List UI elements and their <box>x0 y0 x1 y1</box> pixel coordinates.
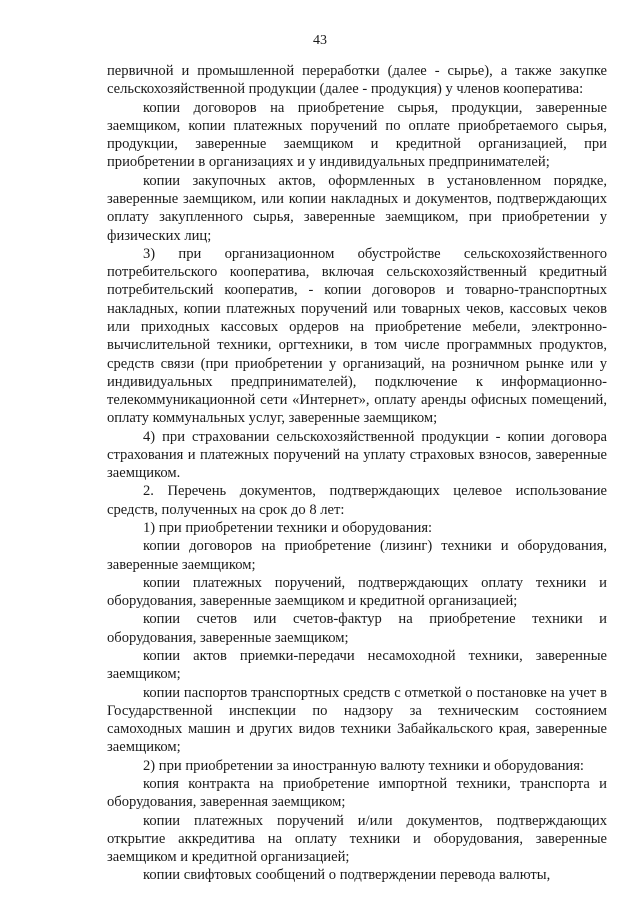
paragraph-import-contract: копия контракта на приобретение импортной техники, транспорта и оборудования, заверенная заемщиком; <box>107 775 607 811</box>
paragraph-item-2-foreign-currency: 2) при приобретении за иностранную валюту техники и оборудования: <box>143 757 584 774</box>
document-body <box>107 62 607 885</box>
paragraph-leasing-contracts: копии договоров на приобретение (лизинг) техники и оборудования, заверенные заемщиком; <box>107 538 607 573</box>
paragraph-vehicle-passports: копии паспортов транспортных средств с отметкой о постановке на учет в Государственной инспекции по надзору за техническим состоянием самоходных машин и других видов техники Забайкальского края, заверенные заемщиком; <box>107 684 607 756</box>
paragraph-swift-messages: копии свифтовых сообщений о подтверждении перевода валюты, <box>143 867 551 884</box>
paragraph-letter-of-credit: копии платежных поручений и/или документов, подтверждающих открытие аккредитива на оплату техники и оборудования, заверенные заемщиком и кредитной организацией; <box>107 812 607 866</box>
paragraph-purchase-contracts: копии договоров на приобретение сырья, продукции, заверенные заемщиком, копии платежных поручений по оплате приобретаемого сырья, продукции, заверенные заемщиком и кредитной организацией, при приобретении в организациях и у индивидуальных предпринимателей; <box>107 99 607 171</box>
paragraph-continuation: первичной и промышленной переработки (далее - сырье), а также закупке сельскохозяйственной продукции (далее - продукция) у членов кооператива: <box>107 63 607 98</box>
paragraph-section-2-heading: 2. Перечень документов, подтверждающих целевое использование средств, полученных на срок до 8 лет: <box>107 483 607 518</box>
paragraph-invoices: копии счетов или счетов-фактур на приобретение техники и оборудования, заверенные заемщиком; <box>107 611 607 646</box>
paragraph-item-3-organization: 3) при организационном обустройстве сельскохозяйственного потребительского кооператива, включая сельскохозяйственный кредитный потребительский кооператив, - копии договоров и товарно-транспортных накладных, копии платежных поручений или товарных чеков, кассовых чеков или приходных кассовых ордеров на приобретение мебели, электронно-вычислительной техники, оргтехники, в том числе программных продуктов, средств связи (при приобретении у организаций, на розничном рынке или у индивидуальных предпринимателей), подключение к информационно-телекоммуникационной сети «Интернет», оплату аренды офисных помещений, оплату коммунальных услуг, заверенные заемщиком; <box>107 245 607 427</box>
paragraph-purchase-acts: копии закупочных актов, оформленных в установленном порядке, заверенные заемщиком, или копии накладных и документов, подтверждающих оплату закупленного сырья, заверенные заемщиком, при приобретении у физических лиц; <box>107 172 607 244</box>
paragraph-payment-orders: копии платежных поручений, подтверждающих оплату техники и оборудования, заверенные заемщиком и кредитной организацией; <box>107 574 607 610</box>
page-number: 43 <box>313 33 327 48</box>
paragraph-acceptance-acts: копии актов приемки-передачи несамоходной техники, заверенные заемщиком; <box>107 648 607 683</box>
paragraph-item-4-insurance: 4) при страховании сельскохозяйственной продукции - копии договора страхования и платежных поручений на уплату страховых взносов, заверенные заемщиком. <box>107 428 607 482</box>
paragraph-item-1-equipment: 1) при приобретении техники и оборудования: <box>143 520 433 537</box>
